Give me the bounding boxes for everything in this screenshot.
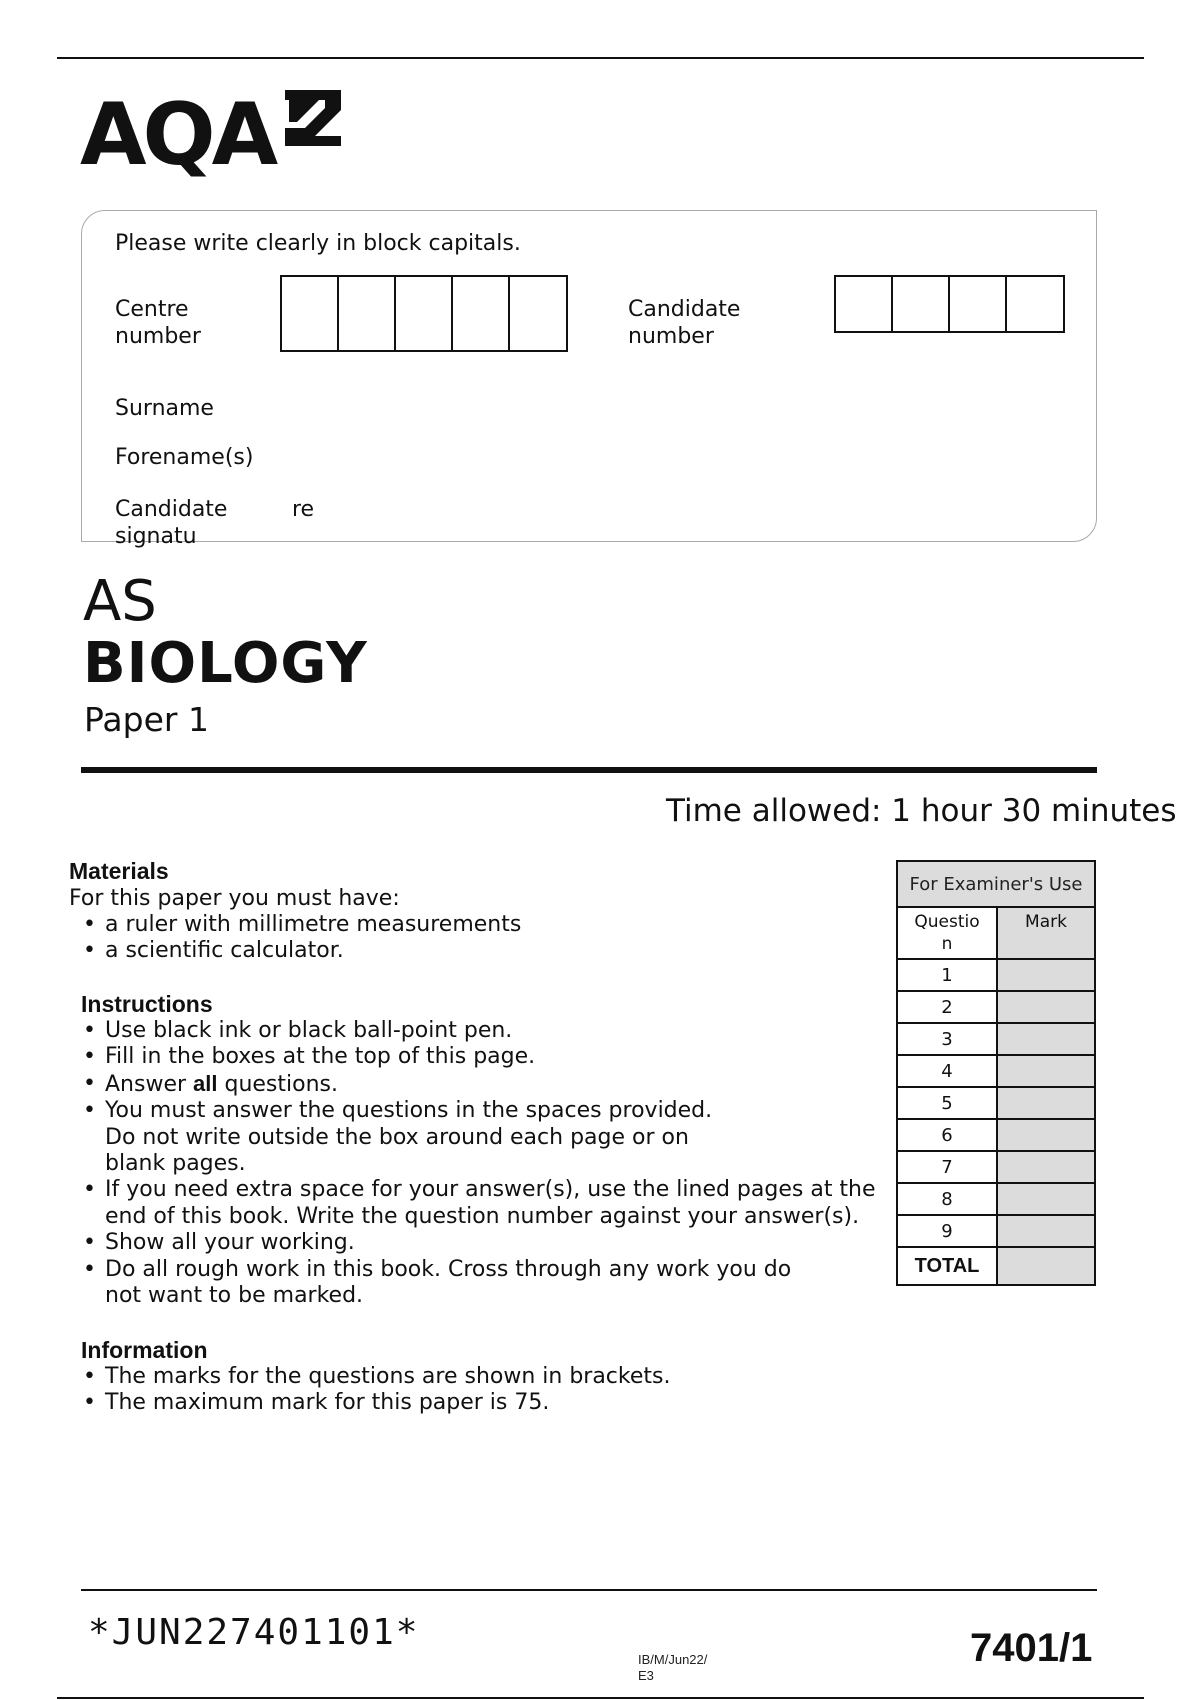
candidate-signature-label: Candidate signatu (115, 497, 228, 549)
candidate-number-boxes[interactable] (834, 275, 1065, 333)
materials-heading: Materials (69, 858, 169, 884)
question-number: 8 (897, 1183, 997, 1215)
question-number: 4 (897, 1055, 997, 1087)
instruction-item: • Answer all questions. (71, 1071, 801, 1098)
mark-cell (997, 991, 1095, 1023)
candidate-number-label: Candidate number (628, 297, 741, 349)
materials-section (69, 858, 849, 965)
information-section (81, 1337, 841, 1417)
forenames-label: Forename(s) (115, 445, 254, 470)
information-item: • The maximum mark for this paper is 75. (71, 1390, 841, 1416)
question-number: 6 (897, 1119, 997, 1151)
materials-item: • a scientific calculator. (71, 938, 849, 964)
instructions-section (81, 991, 876, 1309)
instruction-item: • You must answer the questions in the spaces provided. Do not write outside the box around each page or on blank pages. (71, 1098, 745, 1177)
signature-label-fragment: re (292, 497, 315, 522)
centre-number-boxes[interactable] (280, 275, 568, 352)
examiner-use-table (896, 860, 1096, 1286)
materials-intro: For this paper you must have: (69, 886, 400, 911)
top-rule (57, 57, 1144, 59)
mark-cell (997, 1055, 1095, 1087)
examiner-table-title: For Examiner's Use (897, 861, 1095, 907)
instruction-item: • Use black ink or black ball-point pen. (71, 1018, 801, 1044)
paper-title: Paper 1 (84, 700, 209, 739)
subject-title: BIOLOGY (83, 631, 368, 696)
question-column-header: Questio n (897, 907, 997, 959)
candidate-details-box (81, 210, 1097, 542)
materials-item: • a ruler with millimetre measurements (71, 912, 849, 938)
mark-column-header: Mark (997, 907, 1095, 959)
mark-cell (997, 1183, 1095, 1215)
instructions-heading: Instructions (81, 991, 213, 1017)
mark-cell (997, 1215, 1095, 1247)
instruction-item: • Fill in the boxes at the top of this page. (71, 1044, 801, 1070)
instruction-item: • If you need extra space for your answer(s), use the lined pages at the end of this book. Write the question number against your answer(s). (71, 1177, 905, 1230)
mark-cell (997, 1151, 1095, 1183)
time-allowed: Time allowed: 1 hour 30 minutes (666, 793, 1177, 829)
question-number: 1 (897, 959, 997, 991)
barcode-text: *JUN227401101* (88, 1612, 420, 1653)
mark-cell (997, 959, 1095, 991)
mark-cell (997, 1023, 1095, 1055)
information-heading: Information (81, 1337, 208, 1363)
bottom-rule (57, 1697, 1144, 1699)
block-capitals-instruction: Please write clearly in block capitals. (115, 231, 521, 256)
footer-rule (81, 1589, 1097, 1591)
total-mark-cell (997, 1247, 1095, 1285)
surname-label: Surname (115, 396, 214, 421)
aqa-logo-mark-icon (285, 90, 341, 146)
question-number: 9 (897, 1215, 997, 1247)
information-item: • The marks for the questions are shown in brackets. (71, 1364, 841, 1390)
instruction-item: • Show all your working. (71, 1230, 801, 1256)
instruction-item: • Do all rough work in this book. Cross through any work you do not want to be marked. (71, 1257, 825, 1310)
question-number: 3 (897, 1023, 997, 1055)
paper-reference: IB/M/Jun22/ E3 (638, 1652, 708, 1683)
question-number: 2 (897, 991, 997, 1023)
question-number: 5 (897, 1087, 997, 1119)
centre-number-label: Centre number (115, 297, 201, 349)
total-label: TOTAL (897, 1247, 997, 1285)
title-rule (81, 767, 1097, 773)
qualification-level: AS (83, 569, 157, 634)
paper-code: 7401/1 (970, 1626, 1093, 1670)
aqa-logo-text: AQA (80, 85, 275, 185)
mark-cell (997, 1119, 1095, 1151)
mark-cell (997, 1087, 1095, 1119)
question-number: 7 (897, 1151, 997, 1183)
